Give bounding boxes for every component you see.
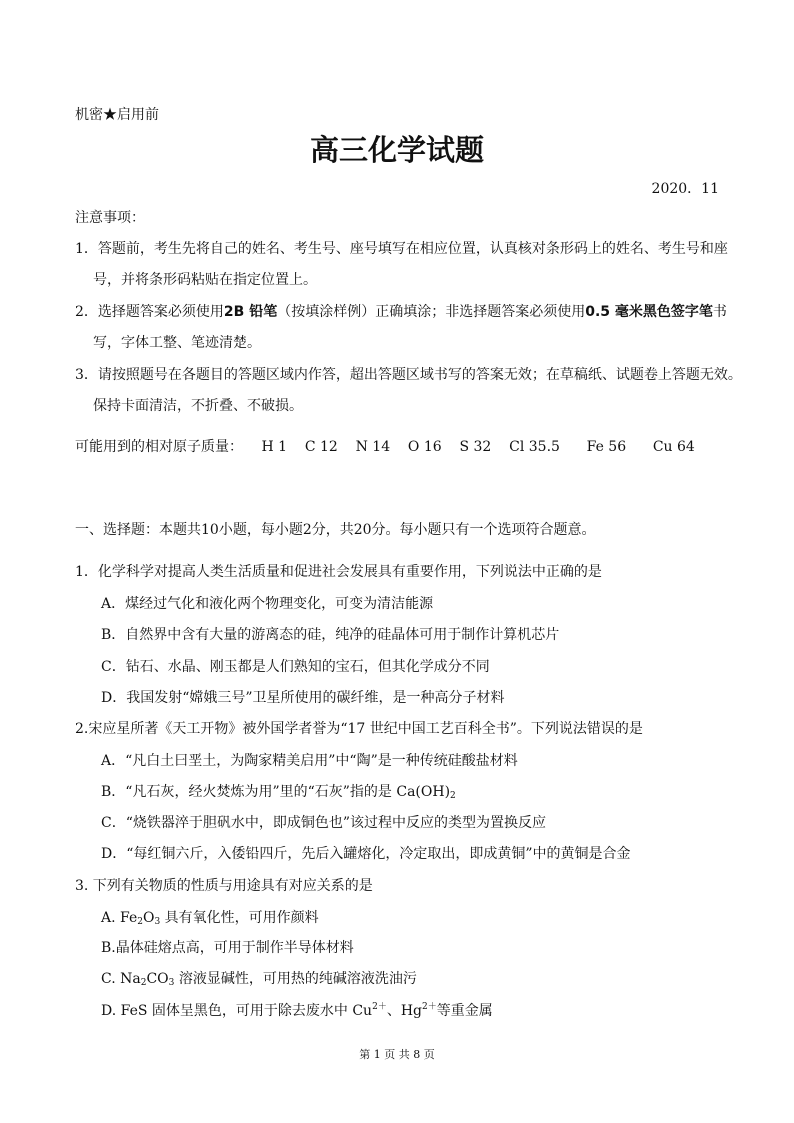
question-3-stem: 3. 下列有关物质的性质与用途具有对应关系的是 bbox=[75, 878, 373, 894]
question-1-option-a: A．煤经过气化和液化两个物理变化，可变为清洁能源 bbox=[101, 596, 434, 612]
question-3-option-c bbox=[101, 968, 417, 988]
question-3-option-b: B.晶体硅熔点高，可用于制作半导体材料 bbox=[101, 940, 354, 956]
q3a-post: 具有氧化性，可用作颜料 bbox=[160, 910, 319, 926]
q3d-pre: D. FeS 固体呈黑色，可用于除去废水中 Cu bbox=[101, 1003, 373, 1019]
question-1-option-b: B．自然界中含有大量的游离态的硅，纯净的硅晶体可用于制作计算机芯片 bbox=[101, 627, 560, 643]
question-2-option-b-text: B．“凡石灰，经火焚炼为用”里的“石灰”指的是 Ca(OH) bbox=[101, 784, 451, 800]
note-2-part-e: 书 bbox=[712, 304, 727, 320]
question-2-option-b-subscript: 2 bbox=[450, 791, 456, 801]
page-title: 高三化学试题 bbox=[309, 133, 484, 167]
note-3-line-2: 保持卡面清洁，不折叠、不破损。 bbox=[93, 398, 303, 414]
q3d-mid: 、Hg bbox=[386, 1003, 422, 1019]
question-1-stem: 1．化学科学对提高人类生活质量和促进社会发展具有重要作用，下列说法中正确的是 bbox=[75, 564, 602, 580]
q3d-sup-1: 2＋ bbox=[372, 1002, 387, 1012]
note-2-line-1 bbox=[75, 301, 727, 321]
atomic-masses-label: 可能用到的相对原子质量： bbox=[75, 439, 243, 455]
q3c-sub-2: 3 bbox=[168, 978, 175, 988]
note-2-part-c: （按填涂样例）正确填涂；非选择题答案必须使用 bbox=[277, 304, 586, 320]
q3a-sub-1: 2 bbox=[137, 917, 143, 927]
note-1-line-1: 1．答题前，考生先将自己的姓名、考生号、座号填写在相应位置，认真核对条形码上的姓名、考生号和座 bbox=[75, 241, 728, 257]
confidential-label: 机密★启用前 bbox=[75, 107, 159, 123]
question-2-stem: 2.宋应星所著《天工开物》被外国学者誉为“17 世纪中国工艺百科全书”。下列说法错误的是 bbox=[75, 721, 643, 737]
q3d-sup-2: 2＋ bbox=[422, 1002, 437, 1012]
q3c-sub-1: 2 bbox=[140, 978, 147, 988]
section-heading: 一、选择题：本题共10小题，每小题2分，共20分。每小题只有一个选项符合题意。 bbox=[75, 522, 596, 538]
note-2-part-a: 2．选择题答案必须使用 bbox=[75, 304, 224, 320]
question-1-option-d: D．我国发射“嫦娥三号”卫星所使用的碳纤维，是一种高分子材料 bbox=[101, 690, 505, 706]
q3c-mid: CO bbox=[146, 971, 169, 987]
note-1-line-2: 号，并将条形码粘贴在指定位置上。 bbox=[93, 272, 317, 288]
q3a-sub-2: 3 bbox=[154, 917, 161, 927]
question-2-option-a: A．“凡白土曰垩土，为陶家精美启用”中“陶”是一种传统硅酸盐材料 bbox=[101, 753, 518, 769]
note-2-part-d: 0.5 毫米黑色签字笔 bbox=[585, 304, 713, 320]
question-3-option-a bbox=[101, 907, 319, 927]
q3d-post: 等重金属 bbox=[436, 1003, 493, 1019]
question-1-option-c: C．钻石、水晶、刚玉都是人们熟知的宝石，但其化学成分不同 bbox=[101, 659, 490, 675]
q3a-pre: A. Fe bbox=[101, 910, 138, 926]
atomic-masses bbox=[75, 436, 695, 456]
q3c-pre: C. Na bbox=[101, 971, 141, 987]
exam-date: 2020．11 bbox=[651, 181, 719, 197]
atomic-masses-values: H 1 C 12 N 14 O 16 S 32 Cl 35.5 Fe 56 Cu 64 bbox=[261, 439, 695, 455]
note-2-part-b: 2B 铅笔 bbox=[223, 304, 278, 320]
note-2-line-2: 写，字体工整、笔迹清楚。 bbox=[93, 335, 261, 351]
q3a-mid: O bbox=[142, 910, 155, 926]
question-2-option-d: D．“每红铜六斤，入倭铅四斤，先后入罐熔化，冷定取出，即成黄铜”中的黄铜是合金 bbox=[101, 846, 631, 862]
note-3-line-1: 3．请按照题号在各题目的答题区域内作答，超出答题区域书写的答案无效；在草稿纸、试题卷上答题无效。 bbox=[75, 367, 742, 383]
question-2-option-c: C．“烧铁器淬于胆矾水中，即成铜色也”该过程中反应的类型为置换反应 bbox=[101, 815, 547, 831]
q3c-post: 溶液显碱性，可用热的纯碱溶液洗油污 bbox=[174, 971, 417, 987]
page-number: 第 1 页 共 8 页 bbox=[359, 1048, 435, 1061]
notes-heading: 注意事项： bbox=[75, 210, 145, 226]
question-3-option-d bbox=[101, 1000, 493, 1020]
question-2-option-b bbox=[101, 781, 456, 801]
